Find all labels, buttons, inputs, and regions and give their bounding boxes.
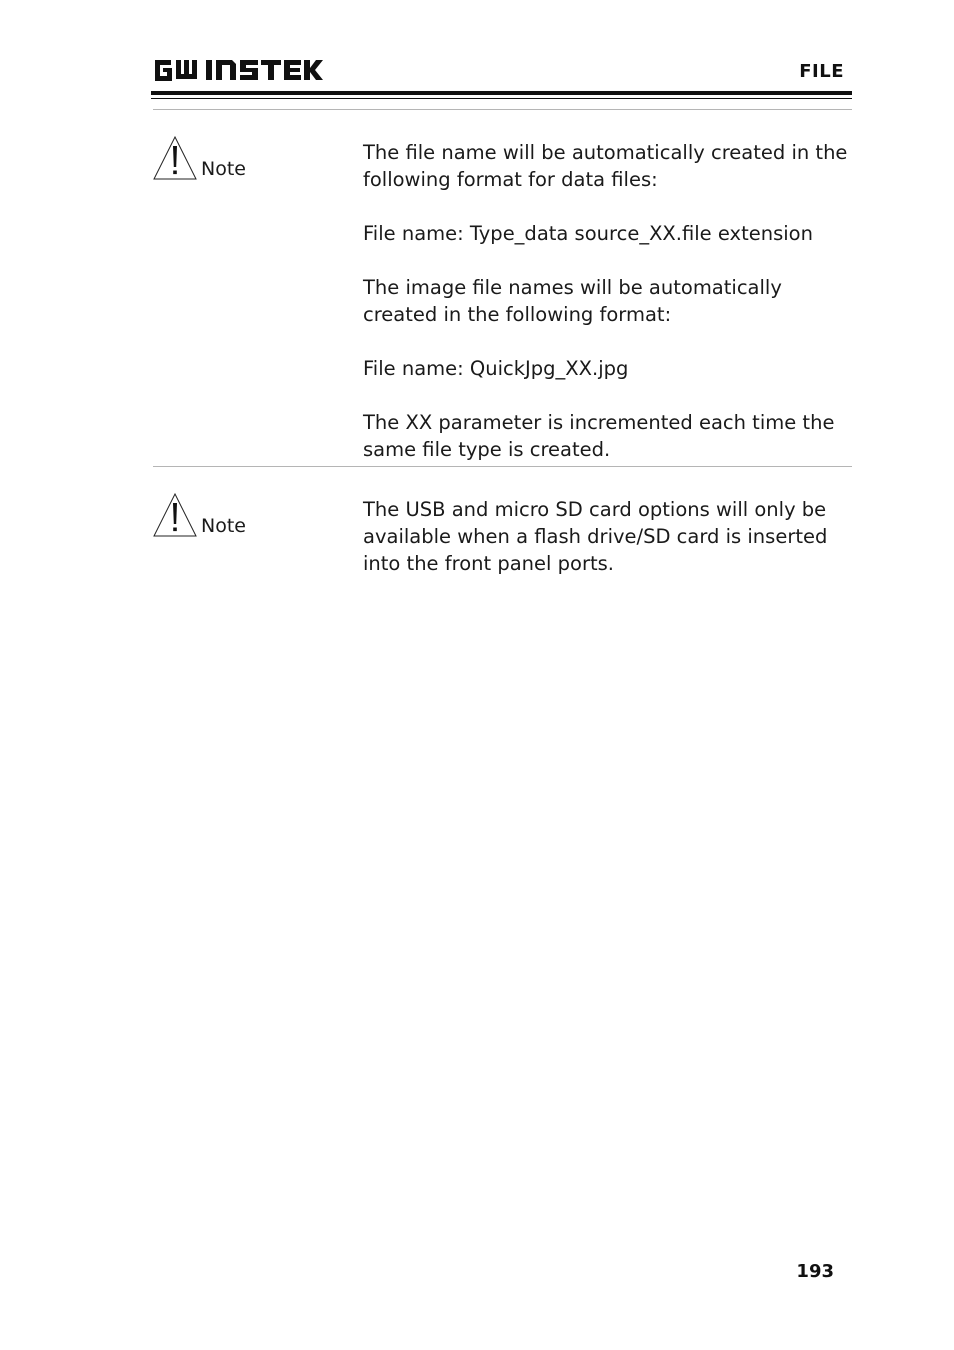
- note-paragraph: File name: Type_data source_XX.file extension: [363, 222, 813, 245]
- section-title: FILE: [799, 61, 844, 82]
- divider: [153, 466, 852, 467]
- note-body: [363, 139, 853, 463]
- warning-icon: [153, 136, 197, 180]
- warning-icon: [153, 493, 197, 537]
- header-rule: [151, 91, 852, 95]
- note-paragraph: The image file names will be automatically created in the following format:: [363, 276, 782, 326]
- gw-instek-logo: [153, 56, 323, 84]
- note-label: [153, 493, 246, 537]
- note-paragraph: The XX parameter is incremented each time the same file type is created.: [363, 411, 835, 461]
- divider: [153, 109, 852, 110]
- note-label: [153, 136, 246, 180]
- note-paragraph: File name: QuickJpg_XX.jpg: [363, 357, 629, 380]
- header-rule-thin: [151, 98, 852, 99]
- note-body: [363, 496, 853, 577]
- page-number: 193: [796, 1261, 834, 1282]
- note-paragraph: The USB and micro SD card options will only be available when a flash drive/SD card is inserted into the front panel ports.: [363, 498, 828, 575]
- note-label-text: Note: [201, 158, 246, 180]
- note-label-text: Note: [201, 515, 246, 537]
- note-paragraph: The file name will be automatically created in the following format for data files:: [363, 141, 848, 191]
